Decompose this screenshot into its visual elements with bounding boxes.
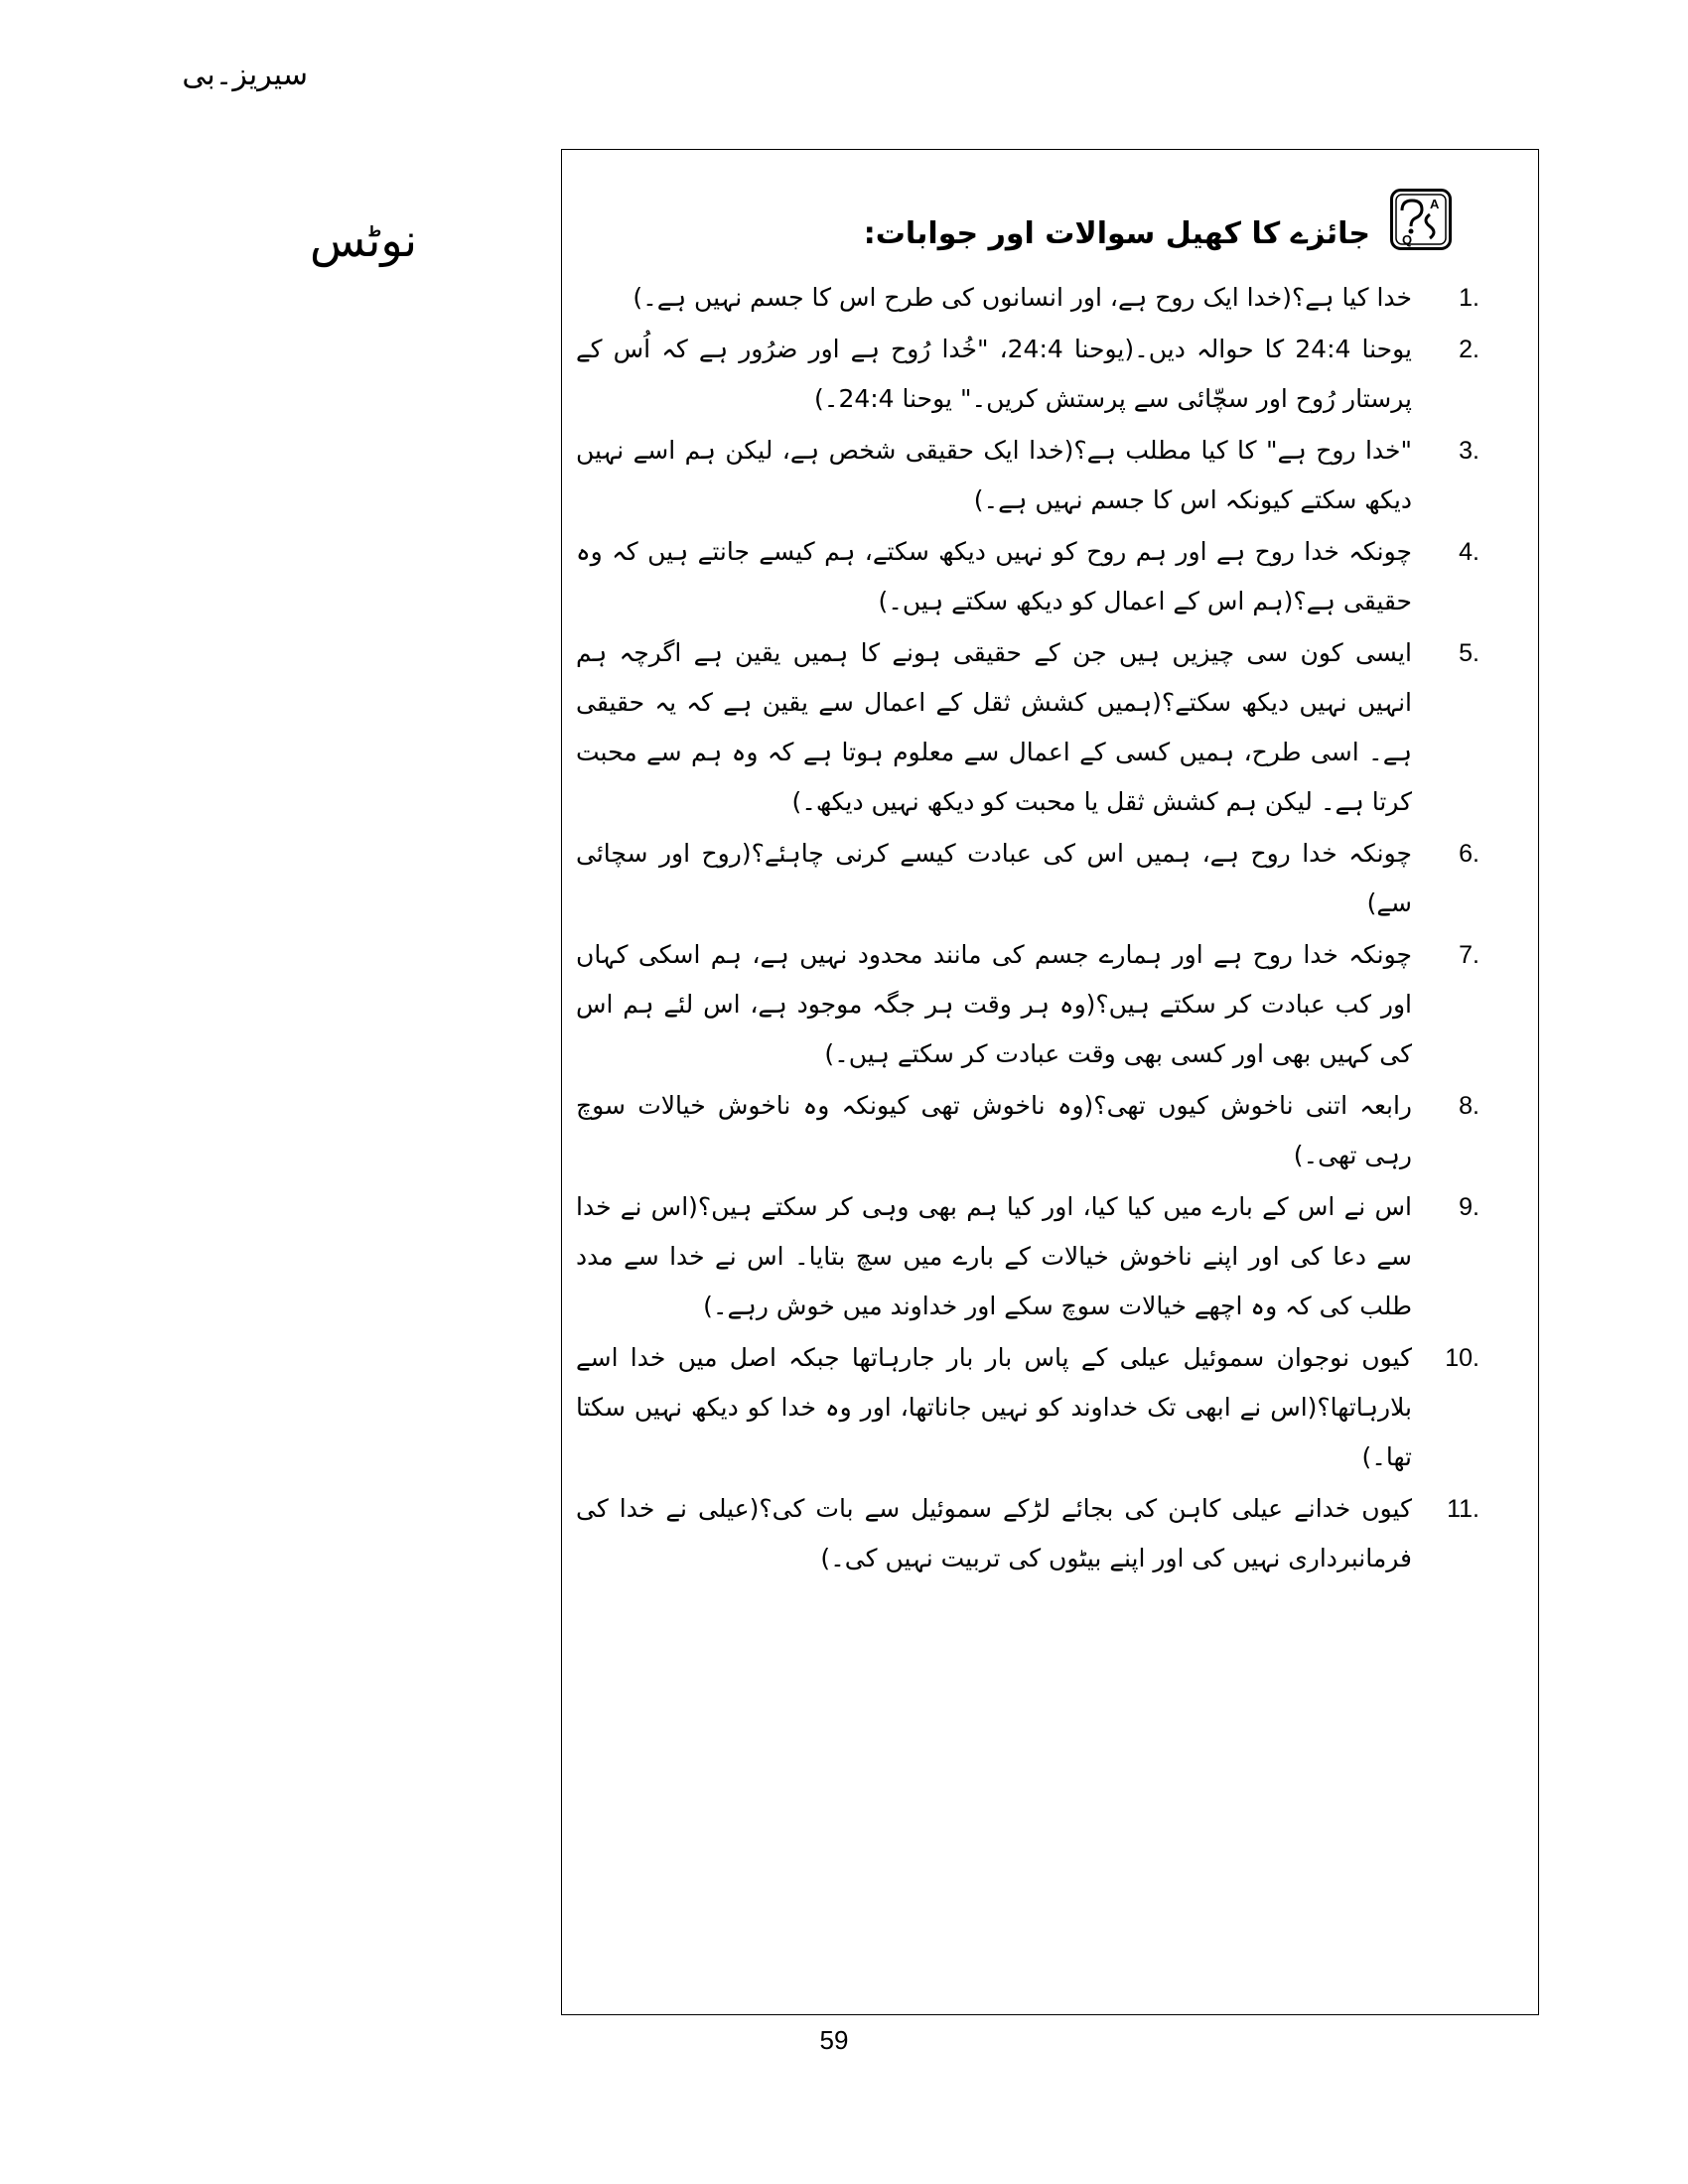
- qa-text: کیوں خدانے عیلی کاہن کی بجائے لڑکے سموئیل سے بات کی؟(عیلی نے خدا کی فرمانبرداری نہیں کی اور اپنے بیٹوں کی تربیت نہیں کی۔): [576, 1494, 1412, 1572]
- qa-item: [576, 829, 1479, 928]
- qa-item: [576, 628, 1479, 827]
- icon-letter-a: A: [1430, 197, 1440, 211]
- qa-number: 5.: [1459, 639, 1479, 667]
- qa-text: اس نے اس کے بارے میں کیا کیا، اور کیا ہم بھی وہی کر سکتے ہیں؟(اس نے خدا سے دعا کی اور اپنے ناخوش خیالات کے بارے میں سچ بتایا۔ اس نے خدا سے مدد طلب کی کہ وہ اچھے خیالات سوچ سکے اور خداوند میں خوش رہے۔): [576, 1192, 1412, 1320]
- qa-item: [576, 1484, 1479, 1583]
- qa-number: 8.: [1459, 1092, 1479, 1120]
- qa-text: چونکہ خدا روح ہے اور ہم روح کو نہیں دیکھ سکتے، ہم کیسے جانتے ہیں کہ وہ حقیقی ہے؟(ہم اس کے اعمال کو دیکھ سکتے ہیں۔): [576, 537, 1412, 615]
- qa-item: [576, 1081, 1479, 1180]
- qa-number: 4.: [1459, 538, 1479, 566]
- qa-text: "خدا روح ہے" کا کیا مطلب ہے؟(خدا ایک حقیقی شخص ہے، لیکن ہم اسے نہیں دیکھ سکتے کیونکہ اس کا جسم نہیں ہے۔): [576, 436, 1412, 514]
- section-heading: جائزے کا کھیل سوالات اور جوابات:: [863, 216, 1370, 251]
- notes-label: نوٹس: [309, 213, 417, 267]
- qa-number: 11.: [1447, 1495, 1479, 1523]
- qa-item: [576, 325, 1479, 424]
- qa-item: [576, 930, 1479, 1079]
- qa-number: 3.: [1459, 437, 1479, 465]
- qa-number: 2.: [1459, 336, 1479, 363]
- question-answer-icon: [1390, 189, 1452, 250]
- qa-number: 7.: [1459, 941, 1479, 969]
- page-number: 59: [819, 2025, 849, 2055]
- qa-text: یوحنا 24:4 کا حوالہ دیں۔(یوحنا 24:4، "خُدا رُوح ہے اور ضرُور ہے کہ اُس کے پرستار رُوح اور سچّائی سے پرستش کریں۔" یوحنا 24:4۔): [576, 335, 1413, 413]
- qa-item: [576, 273, 1479, 323]
- qa-text: چونکہ خدا روح ہے اور ہمارے جسم کی مانند محدود نہیں ہے، ہم اسکی کہاں اور کب عبادت کر سکتے ہیں؟(وہ ہر وقت ہر جگہ موجود ہے، اس لئے ہم اس کی کہیں بھی اور کسی بھی وقت عبادت کر سکتے ہیں۔): [576, 940, 1412, 1068]
- qa-number: 10.: [1445, 1344, 1479, 1372]
- qa-item: [576, 426, 1479, 525]
- qa-number: 9.: [1459, 1193, 1479, 1221]
- qa-text: ایسی کون سی چیزیں ہیں جن کے حقیقی ہونے کا ہمیں یقین ہے اگرچہ ہم انہیں نہیں دیکھ سکتے؟(ہمیں کشش ثقل کے اعمال سے یقین ہے کہ یہ حقیقی ہے۔ اسی طرح، ہمیں کسی کے اعمال سے معلوم ہوتا ہے کہ وہ ہم سے محبت کرتا ہے۔ لیکن ہم کشش ثقل یا محبت کو دیکھ نہیں دیکھ۔): [576, 638, 1412, 816]
- series-label: سیریز۔بی: [182, 58, 308, 92]
- qa-text: رابعہ اتنی ناخوش کیوں تھی؟(وہ ناخوش تھی کیونکہ وہ ناخوش خیالات سوچ رہی تھی۔): [576, 1091, 1412, 1169]
- qa-item: [576, 527, 1479, 626]
- qa-text: چونکہ خدا روح ہے، ہمیں اس کی عبادت کیسے کرنی چاہئے؟(روح اور سچائی سے): [576, 839, 1412, 917]
- qa-number: 6.: [1459, 840, 1479, 868]
- qa-number: 1.: [1459, 284, 1479, 312]
- qa-item: [576, 1182, 1479, 1331]
- qa-list: [576, 273, 1479, 1585]
- qa-item: [576, 1333, 1479, 1482]
- icon-letter-q: Q: [1402, 232, 1413, 247]
- qa-text: خدا کیا ہے؟(خدا ایک روح ہے، اور انسانوں کی طرح اس کا جسم نہیں ہے۔): [633, 283, 1412, 312]
- qa-text: کیوں نوجوان سموئیل عیلی کے پاس بار بار جارہاتھا جبکہ اصل میں خدا اسے بلارہاتھا؟(اس نے ابھی تک خداوند کو نہیں جاناتھا، اور وہ خدا کو دیکھ نہیں سکتا تھا۔): [576, 1343, 1412, 1471]
